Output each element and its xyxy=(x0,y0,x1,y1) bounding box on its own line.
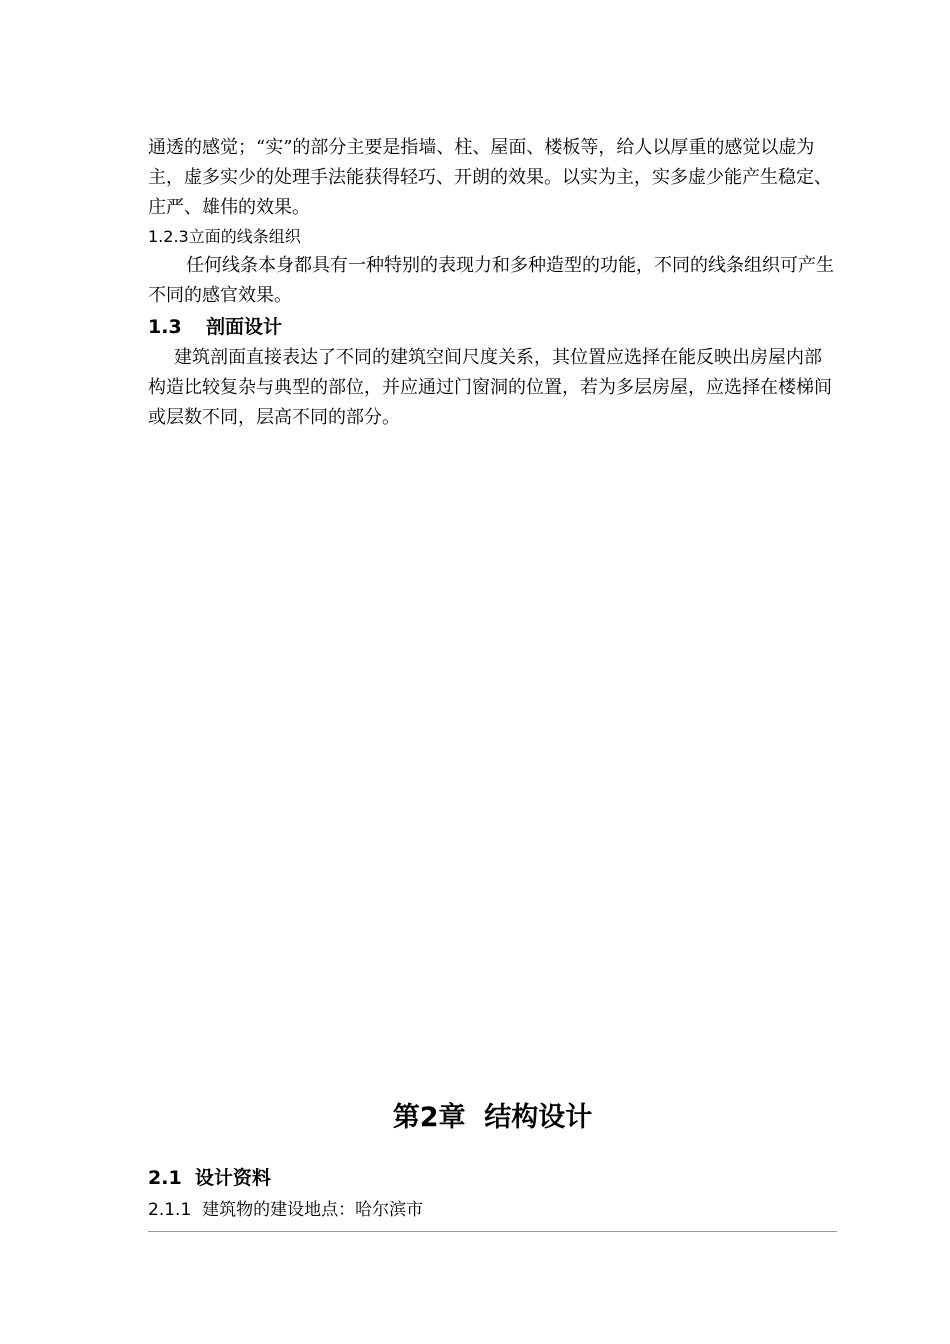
heading-1-3-number: 1.3 xyxy=(148,316,182,338)
footer-divider xyxy=(148,1231,837,1232)
chapter-2-title: 第2章 结构设计 xyxy=(392,1102,593,1133)
heading-2-1-1-label: 2.1.1 建筑物的建设地点： xyxy=(148,1200,356,1220)
heading-1-2-3: 1.2.3立面的线条组织 xyxy=(148,227,301,246)
paragraph-line-organization: 任何线条本身都具有一种特别的表现力和多种造型的功能，不同的线条组织可产生不同的感官效果。 xyxy=(148,255,834,306)
paragraph-facade-solid-void: 通透的感觉；“实”的部分主要是指墙、柱、屋面、楼板等，给人以厚重的感觉以虚为主，虚多实少的处理手法能获得轻巧、开朗的效果。以实为主，实多虚少能产生稳定、庄严、雄伟的效果。 xyxy=(148,137,832,218)
heading-2-1-1-value: 哈尔滨市 xyxy=(355,1200,424,1220)
heading-2-1: 2.1 设计资料 xyxy=(148,1167,271,1189)
heading-1-3 xyxy=(148,312,282,342)
paragraph-section-design: 建筑剖面直接表达了不同的建筑空间尺度关系，其位置应选择在能反映出房屋内部构造比较复杂与典型的部位，并应通过门窗洞的位置，若为多层房屋，应选择在楼梯间或层数不同，层高不同的部分。 xyxy=(148,347,832,428)
heading-1-3-title: 剖面设计 xyxy=(206,316,283,338)
heading-2-1-1 xyxy=(148,1196,423,1224)
